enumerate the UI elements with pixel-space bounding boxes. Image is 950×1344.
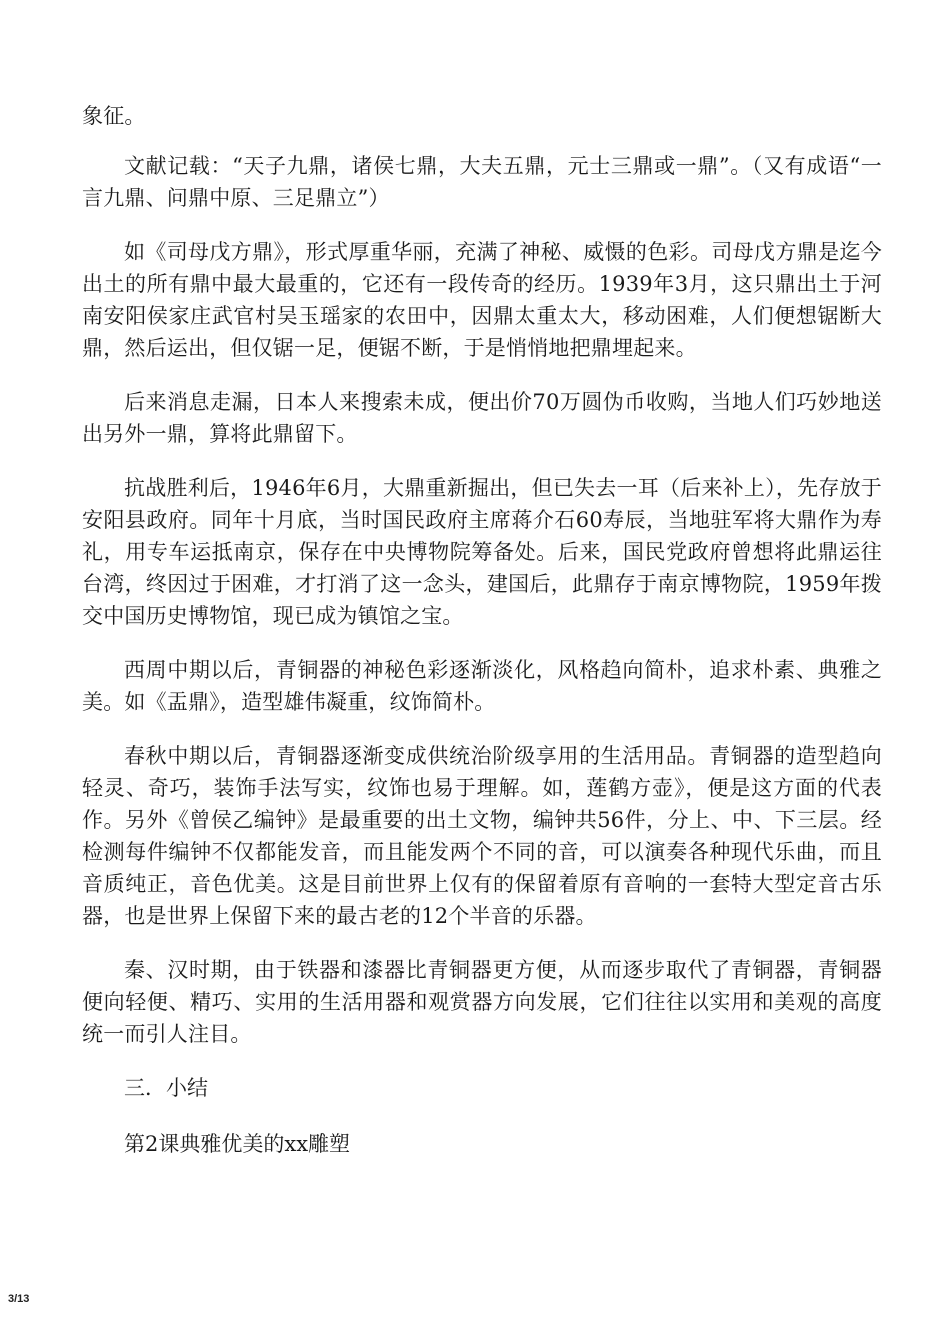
paragraph-simuwu-ding: 如《司母戊方鼎》，形式厚重华丽，充满了神秘、威慑的色彩。司母戊方鼎是迄今出土的所有鼎中最大最重的，它还有一段传奇的经历。1939年3月，这只鼎出土于河南安阳侯家庄武官村吴玉瑶家的农田中，因鼎太重太大，移动困难，人们便想锯断大鼎，然后运出，但仅锯一足，便锯不断，于是悄悄地把鼎埋起来。 xyxy=(82,240,882,360)
paragraph-after-war: 抗战胜利后，1946年6月，大鼎重新掘出，但已失去一耳（后来补上），先存放于安阳县政府。同年十月底，当时国民政府主席蒋介石60寿辰，当地驻军将大鼎作为寿礼，用专车运抵南京，保存在中央博物院筹备处。后来，国民党政府曾想将此鼎运往台湾，终因过于困难，才打消了这一念头，建国后，此鼎存于南京博物院，1959年拨交中国历史博物馆，现已成为镇馆之宝。 xyxy=(82,476,882,628)
lesson-title: 第2课典雅优美的xx雕塑 xyxy=(124,1132,351,1156)
document-body xyxy=(82,100,882,1184)
paragraph-records: 文献记载：“天子九鼎，诸侯七鼎，大夫五鼎，元士三鼎或一鼎”。（又有成语“一言九鼎、问鼎中原、三足鼎立”） xyxy=(82,154,882,210)
paragraph-leak: 后来消息走漏，日本人来搜索未成，便出价70万圆伪币收购，当地人们巧妙地送出另外一鼎，算将此鼎留下。 xyxy=(82,390,882,446)
section-heading: 三．小结 xyxy=(124,1076,208,1100)
paragraph-qin-han: 秦、汉时期，由于铁器和漆器比青铜器更方便，从而逐步取代了青铜器，青铜器便向轻便、精巧、实用的生活用器和观赏器方向发展，它们往往以实用和美观的高度统一而引人注目。 xyxy=(82,958,882,1046)
paragraph-western-zhou: 西周中期以后，青铜器的神秘色彩逐渐淡化，风格趋向简朴，追求朴素、典雅之美。如《盂鼎》，造型雄伟凝重，纹饰简朴。 xyxy=(82,658,882,714)
paragraph-spring-autumn: 春秋中期以后，青铜器逐渐变成供统治阶级享用的生活用品。青铜器的造型趋向轻灵、奇巧，装饰手法写实，纹饰也易于理解。如，莲鹤方壶》，便是这方面的代表作。另外《曾侯乙编钟》是最重要的出土文物，编钟共56件，分上、中、下三层。经检测每件编钟不仅都能发音，而且能发两个不同的音，可以演奏各种现代乐曲，而且音质纯正，音色优美。这是目前世界上仅有的保留着原有音响的一套特大型定音古乐器，也是世界上保留下来的最古老的12个半音的乐器。 xyxy=(82,744,882,928)
page-number: 3/13 xyxy=(8,1293,30,1305)
paragraph-continuation: 象征。 xyxy=(82,104,146,128)
